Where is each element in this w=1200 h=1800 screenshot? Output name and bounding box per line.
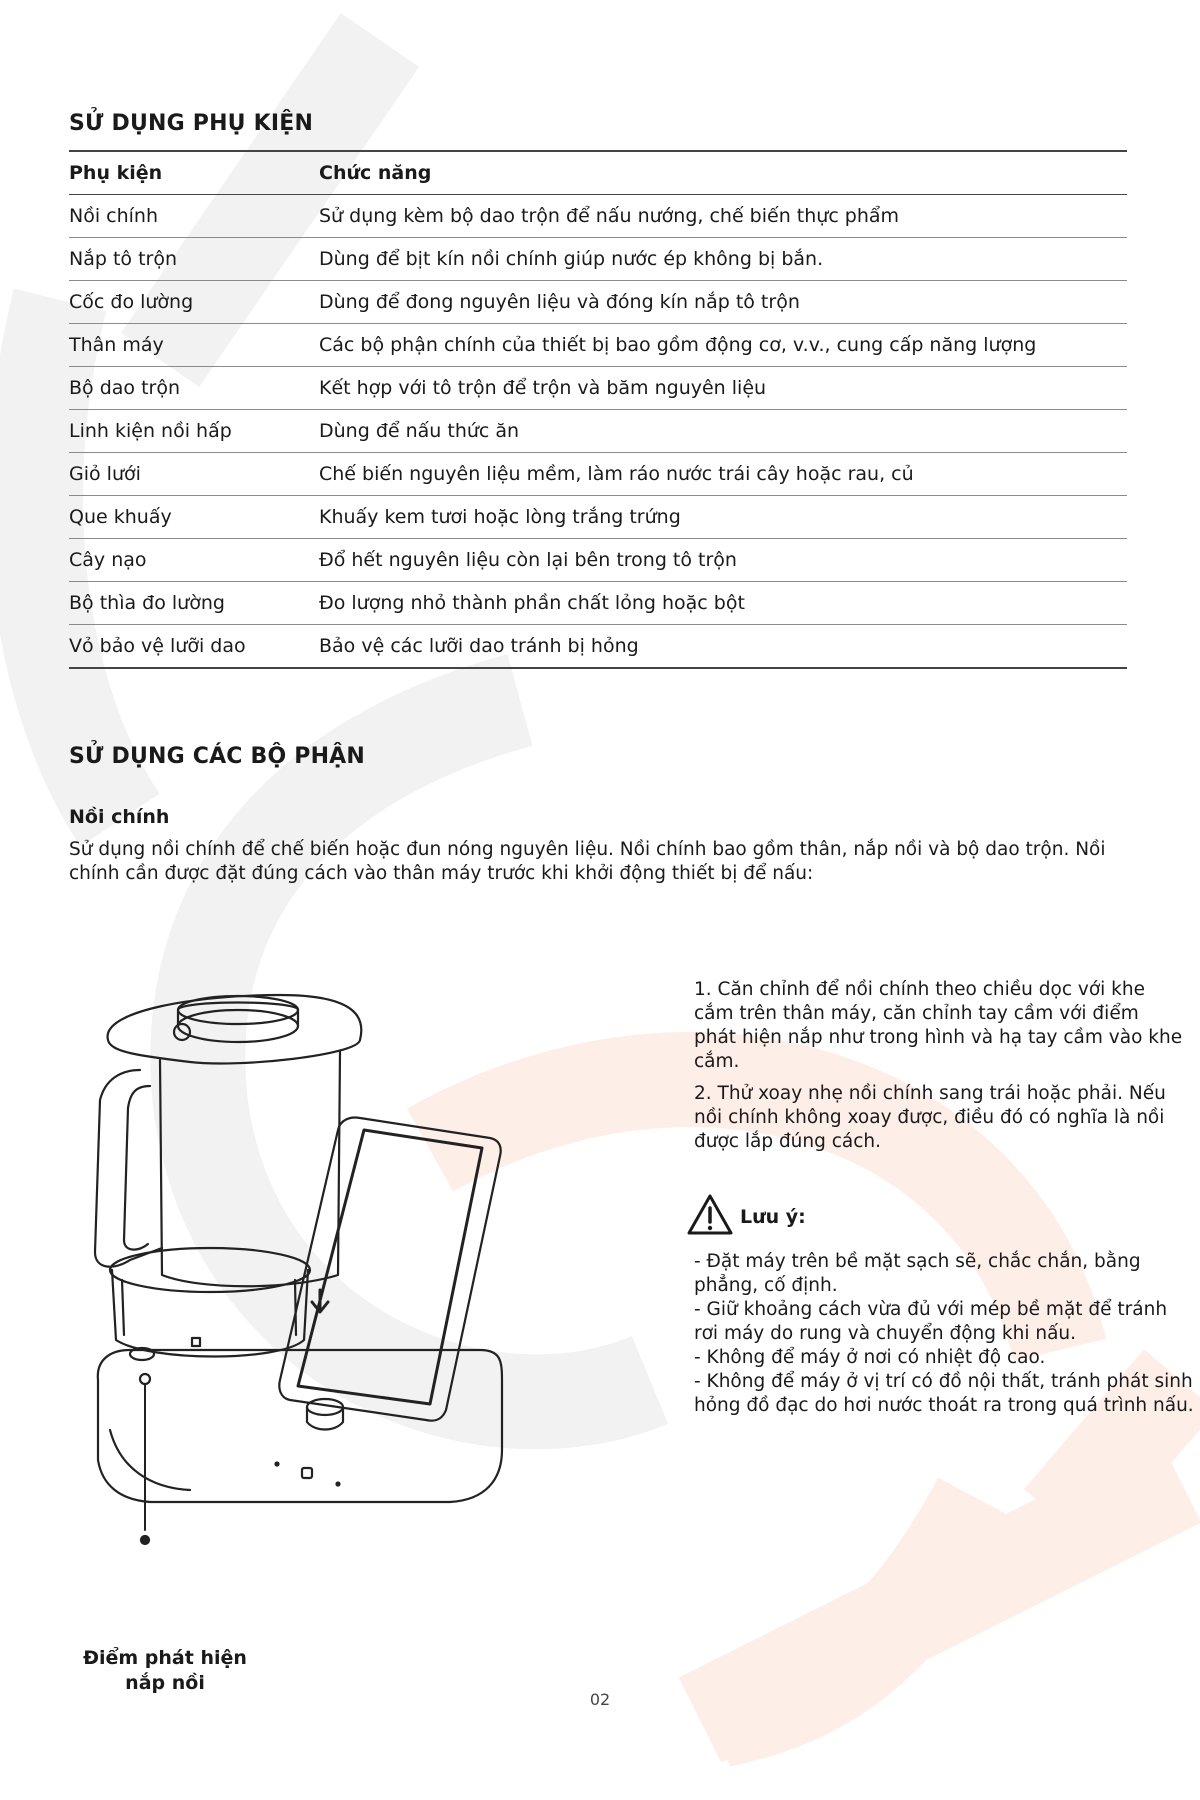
accessory-function: Khuấy kem tươi hoặc lòng trắng trứng	[319, 496, 1127, 539]
table-row	[69, 281, 1127, 324]
accessory-function: Các bộ phận chính của thiết bị bao gồm động cơ, v.v., cung cấp năng lượng	[319, 324, 1127, 367]
parts-title: SỬ DỤNG CÁC BỘ PHẬN	[69, 744, 366, 769]
table-row	[69, 496, 1127, 539]
step-item: 2. Thử xoay nhẹ nồi chính sang trái hoặc phải. Nếu nồi chính không xoay được, điều đó có nghĩa là nồi được lắp đúng cách.	[694, 1083, 1166, 1152]
warning-label: Lưu ý:	[740, 1206, 806, 1228]
table-row	[69, 539, 1127, 582]
pot-body	[160, 1052, 340, 1286]
accessory-name: Thân máy	[69, 324, 319, 367]
accessory-name: Nồi chính	[69, 195, 319, 238]
pot-lid	[108, 995, 362, 1063]
slot-marker	[192, 1338, 200, 1346]
column-header-accessory: Phụ kiện	[69, 151, 319, 195]
table-row	[69, 582, 1127, 625]
warning-triangle-icon	[686, 1193, 734, 1237]
accessory-name: Cây nạo	[69, 539, 319, 582]
table-row	[69, 238, 1127, 281]
table-row	[69, 453, 1127, 496]
warning-item: - Không để máy ở nơi có nhiệt độ cao.	[694, 1347, 1046, 1368]
accessory-function: Sử dụng kèm bộ dao trộn để nấu nướng, chế biến thực phẩm	[319, 195, 1127, 238]
accessory-function: Đổ hết nguyên liệu còn lại bên trong tô trộn	[319, 539, 1127, 582]
table-row	[69, 367, 1127, 410]
table-row	[69, 324, 1127, 367]
accessory-name: Linh kiện nồi hấp	[69, 410, 319, 453]
warning-item: - Đặt máy trên bề mặt sạch sẽ, chắc chắn, bằng phẳng, cố định.	[694, 1251, 1141, 1296]
accessory-name: Bộ thìa đo lường	[69, 582, 319, 625]
accessory-name: Nắp tô trộn	[69, 238, 319, 281]
accessory-function: Dùng để bịt kín nồi chính giúp nước ép không bị bắn.	[319, 238, 1127, 281]
table-row	[69, 195, 1127, 238]
page-number: 02	[589, 1690, 611, 1709]
accessory-name: Que khuấy	[69, 496, 319, 539]
accessory-name: Bộ dao trộn	[69, 367, 319, 410]
install-steps	[694, 978, 1184, 1162]
detection-point-label: Điểm phát hiện nắp nồi	[83, 1647, 247, 1694]
accessory-function: Kết hợp với tô trộn để trộn và băm nguyên liệu	[319, 367, 1127, 410]
accessory-function: Đo lượng nhỏ thành phần chất lỏng hoặc bột	[319, 582, 1127, 625]
accessory-name: Giỏ lưới	[69, 453, 319, 496]
warning-list	[694, 1250, 1194, 1418]
accessory-function: Bảo vệ các lưỡi dao tránh bị hỏng	[319, 625, 1127, 669]
accessory-name: Cốc đo lường	[69, 281, 319, 324]
screen-frame	[279, 1118, 500, 1421]
column-header-function: Chức năng	[319, 151, 1127, 195]
lid-knob	[178, 1010, 298, 1042]
screen-display	[298, 1130, 482, 1404]
brand-logo	[302, 1468, 312, 1478]
main-pot-subtitle: Nồi chính	[69, 806, 170, 828]
accessory-name: Vỏ bảo vệ lưỡi dao	[69, 625, 319, 669]
accessories-table	[69, 150, 1127, 669]
warning-header	[686, 1193, 986, 1239]
accessory-function: Dùng để nấu thức ăn	[319, 410, 1127, 453]
accessory-function: Chế biến nguyên liệu mềm, làm ráo nước trái cây hoặc rau, củ	[319, 453, 1127, 496]
main-pot-intro: Sử dụng nồi chính để chế biến hoặc đun nóng nguyên liệu. Nồi chính bao gồm thân, nắp nồi và bộ dao trộn. Nồi chính cần được đặt đúng cách vào thân máy trước khi khởi động thiết bị để nấu:	[69, 839, 1106, 884]
accessory-function: Dùng để đong nguyên liệu và đóng kín nắp tô trộn	[319, 281, 1127, 324]
step-item: 1. Căn chỉnh để nồi chính theo chiều dọc với khe cắm trên thân máy, căn chỉnh tay cầm với điểm phát hiện nắp như trong hình và hạ tay cầm vào khe cắm.	[694, 979, 1183, 1072]
table-row	[69, 625, 1127, 669]
cooker-illustration	[90, 990, 610, 1610]
detection-point	[140, 1374, 150, 1384]
warning-item: - Không để máy ở vị trí có đồ nội thất, tránh phát sinh hỏng đồ đạc do hơi nước thoát ra trong quá trình nấu.	[694, 1371, 1194, 1416]
table-header-row	[69, 151, 1127, 195]
warning-item: - Giữ khoảng cách vừa đủ với mép bề mặt để tránh rơi máy do rung và chuyển động khi nấu.	[694, 1299, 1168, 1344]
table-row	[69, 410, 1127, 453]
pot-handle	[95, 1070, 162, 1267]
accessories-title: SỬ DỤNG PHỤ KIỆN	[69, 111, 314, 136]
